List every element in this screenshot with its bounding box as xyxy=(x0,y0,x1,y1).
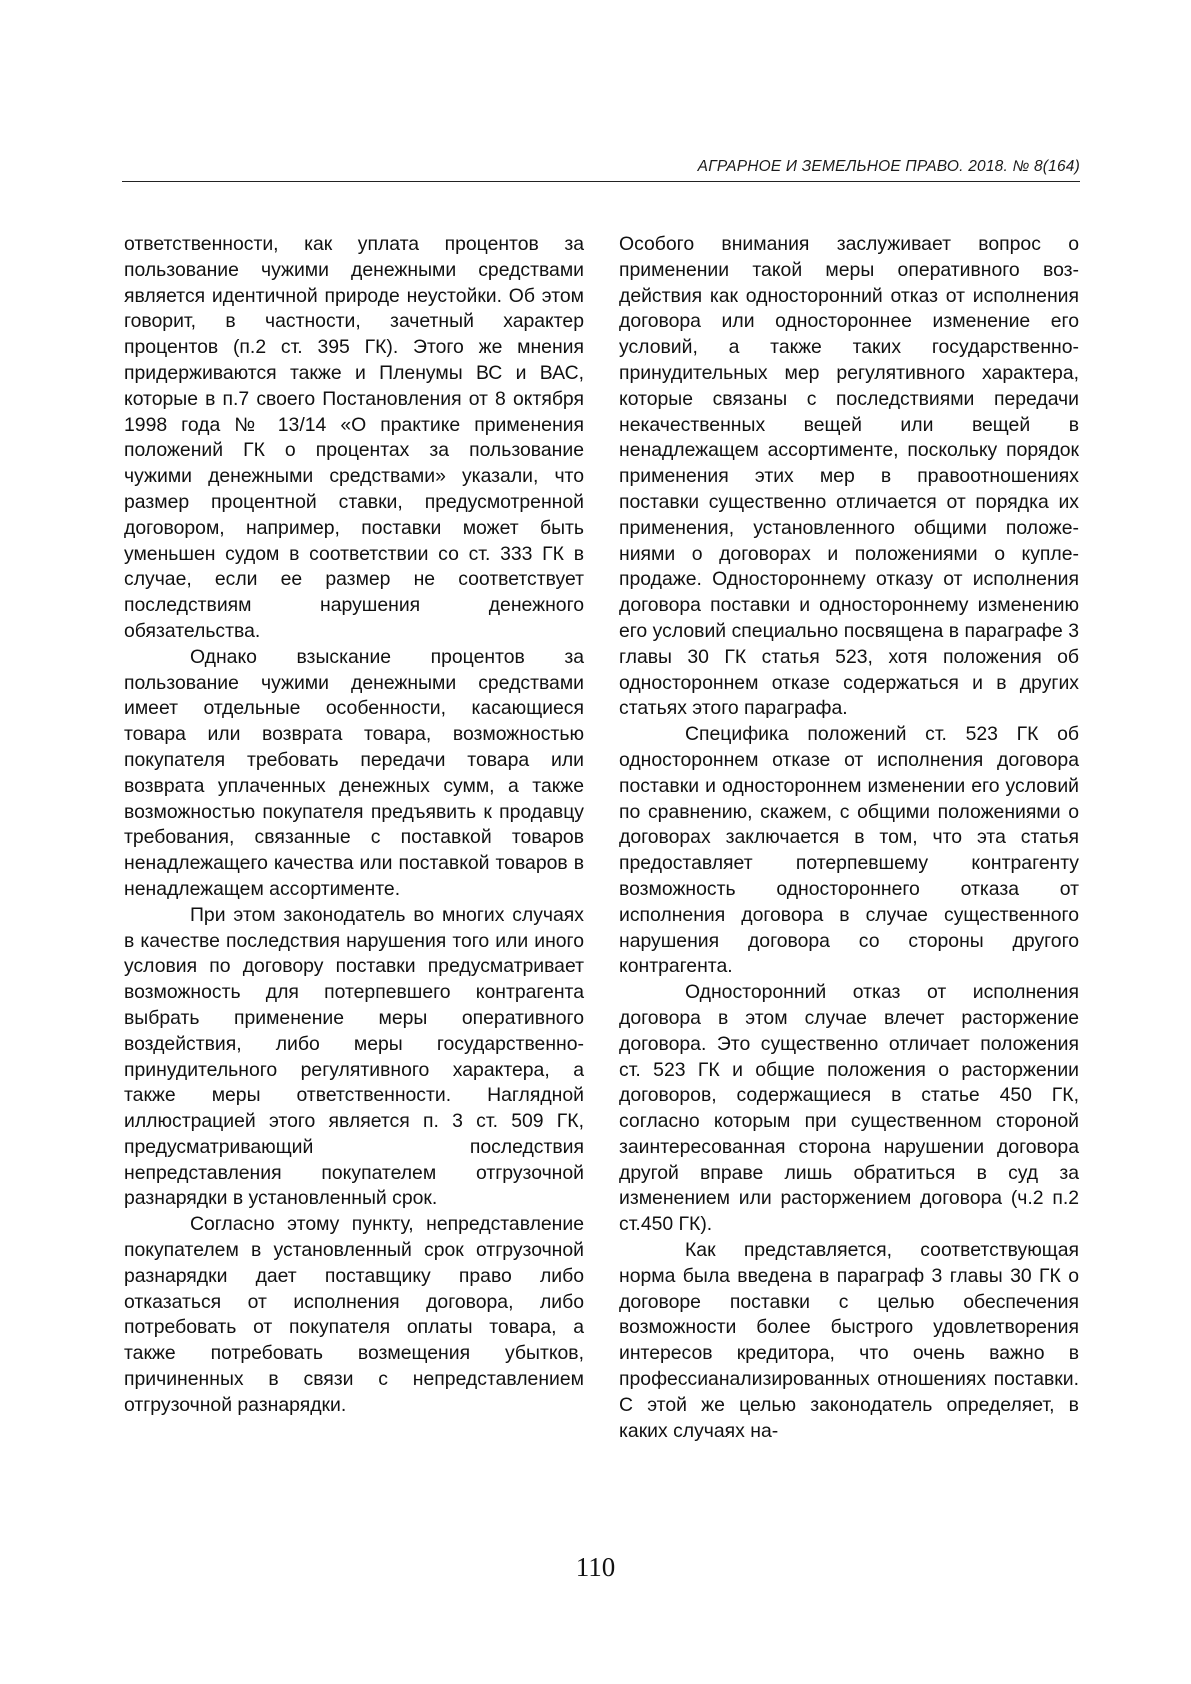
left-paragraph-2: Однако взыскание процентов за пользование чужими денежными средствами имеет отдельные особенности, касающиеся товара или возврата товара, возможностью покупателя требовать передачи товара или возврата уплаченных денежных сумм, а также возможностью покупателя предъявить к продавцу требования, связанные с поставкой товаров ненадлежащего качества или поставкой товаров в ненадлежащем ассортименте. xyxy=(124,645,584,900)
right-paragraph-4: Как представляется, соответствующая норма была введена в параграф 3 главы 30 ГК о договоре поставки с целью обеспечения возможности более быстрого удовлетворения интересов кредитора, что очень важно в профессианализированных отношениях поставки. С этой же целью законодатель определяет, в каких случаях на- xyxy=(619,1239,1079,1442)
left-paragraph-3: При этом законодатель во многих случаях в качестве последствия нарушения того или иного условия по договору поставки предусматривает возможность для потерпевшего контрагента выбрать применение меры оперативного воздействия, либо меры государственно-принудительного регулятивного характера, а также меры ответственности. Наглядной иллюстрацией этого является п. 3 ст. 509 ГК, предусматривающий последствия непредставления покупателем отгрузочной разнарядки в установленный срок. xyxy=(124,903,584,1210)
header-rule xyxy=(122,181,1080,182)
right-paragraph-3: Односторонний отказ от исполнения договора в этом случае влечет расторжение договора. Это существенно отличает положения ст. 523 ГК и общие положения о расторжении договоров, содержащиеся в статье 450 ГК, согласно которым при существенном стороной заинтересованная сторона нарушении договора другой вправе лишь обратиться в суд за изменением или расторжением договора (ч.2 п.2 ст.450 ГК). xyxy=(619,981,1079,1236)
page-number: 110 xyxy=(575,1552,616,1582)
right-paragraph-1: Особого внимания заслуживает вопрос о применении такой меры оперативного воздействия как односторонний отказ от исполнения договора или одностороннее изменение его условий, а также таких государственно-принудительных мер регулятивного характера, которые связаны с последствиями передачи некачественных вещей или вещей в ненадлежащем ассортименте, поскольку порядок применения этих мер в правоотношениях поставки существенно отличается от порядка их применения, установленного общими положениями о договорах и положениями о купле-продаже. Одностороннему отказу от исполнения договора поставки и одностороннему изменению его условий специально посвящена в параграфе 3 главы 30 ГК статья 523, хотя положения об одностороннем отказе содержаться и в других статьях этого параграфа. xyxy=(619,233,1079,720)
right-column xyxy=(619,232,1079,1444)
right-paragraph-2: Специфика положений ст. 523 ГК об одностороннем отказе от исполнения договора поставки и одностороннем изменении его условий по сравнению, скажем, с общими положениями о договорах заключается в том, что эта статья предоставляет потерпевшему контрагенту возможность одностороннего отказа от исполнения договора в случае существенного нарушения договора со стороны другого контрагента. xyxy=(619,723,1079,978)
running-header: АГРАРНОЕ И ЗЕМЕЛЬНОЕ ПРАВО. 2018. № 8(164) xyxy=(697,158,1080,175)
left-column xyxy=(124,232,584,1419)
left-paragraph-4: Согласно этому пункту, непредставление покупателем в установленный срок отгрузочной разнарядки дает поставщику право либо отказаться от исполнения договора, либо потребовать от покупателя оплаты товара, а также потребовать возмещения убытков, причиненных в связи с непредставлением отгрузочной разнарядки. xyxy=(124,1213,584,1416)
left-paragraph-1: ответственности, как уплата процентов за пользование чужими денежными средствами является идентичной природе неустойки. Об этом говорит, в частности, зачетный характер процентов (п.2 ст. 395 ГК). Этого же мнения придерживаются также и Пленумы ВС и ВАС, которые в п.7 своего Постановления от 8 октября 1998 года № 13/14 «О практике применения положений ГК о процентах за пользование чужими денежными средствами» указали, что размер процентной ставки, предусмотренной договором, например, поставки может быть уменьшен судом в соответствии со ст. 333 ГК в случае, если ее размер не соответствует последствиям нарушения денежного обязательства. xyxy=(124,233,584,642)
